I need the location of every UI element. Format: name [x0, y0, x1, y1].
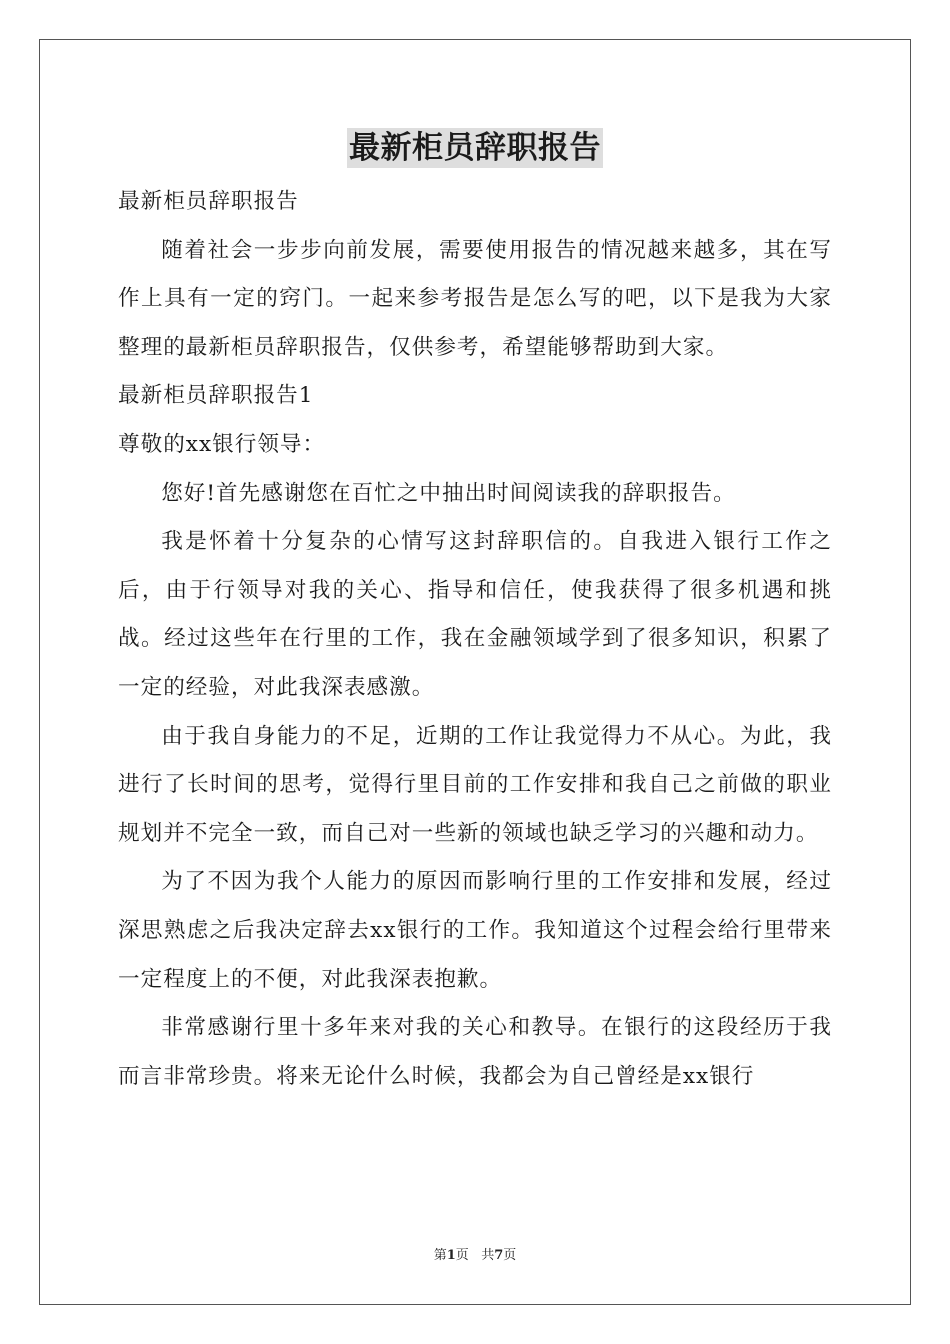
paragraph: 由于我自身能力的不足，近期的工作让我觉得力不从心。为此，我进行了长时间的思考，觉得行里目前的工作安排和我自己之前做的职业规划并不完全一致，而自己对一些新的领域也缺乏学习的兴趣和动力。 — [118, 723, 832, 846]
page-current: 1 — [446, 1248, 456, 1263]
page-total: 7 — [494, 1248, 504, 1263]
paragraph: 尊敬的xx银行领导： — [118, 431, 326, 457]
paragraph: 非常感谢行里十多年来对我的关心和教导。在银行的这段经历于我而言非常珍贵。将来无论什么时候，我都会为自己曾经是xx银行 — [118, 1015, 832, 1089]
document-body — [118, 178, 832, 1101]
title-wrapper — [0, 128, 950, 168]
paragraph: 随着社会一步步向前发展，需要使用报告的情况越来越多，其在写作上具有一定的窍门。一起来参考报告是怎么写的吧，以下是我为大家整理的最新柜员辞职报告，仅供参考，希望能够帮助到大家。 — [118, 237, 832, 360]
paragraph: 您好!首先感谢您在百忙之中抽出时间阅读我的辞职报告。 — [161, 480, 736, 506]
paragraph: 最新柜员辞职报告1 — [118, 383, 314, 409]
total-unit: 页 — [503, 1248, 517, 1263]
total-prefix: 共 — [481, 1248, 495, 1263]
paragraph: 我是怀着十分复杂的心情写这封辞职信的。自我进入银行工作之后，由于行领导对我的关心、指导和信任，使我获得了很多机遇和挑战。经过这些年在行里的工作，我在金融领域学到了很多知识，积累了一定的经验，对此我深表感激。 — [118, 529, 832, 700]
document-title: 最新柜员辞职报告 — [349, 130, 601, 166]
paragraph: 最新柜员辞职报告 — [118, 189, 299, 214]
page-footer — [0, 1247, 950, 1265]
paragraph: 为了不因为我个人能力的原因而影响行里的工作安排和发展，经过深思熟虑之后我决定辞去xx银行的工作。我知道这个过程会给行里带来一定程度上的不便，对此我深表抱歉。 — [118, 869, 832, 992]
page-prefix: 第 — [433, 1248, 447, 1263]
page-unit: 页 — [455, 1248, 469, 1263]
